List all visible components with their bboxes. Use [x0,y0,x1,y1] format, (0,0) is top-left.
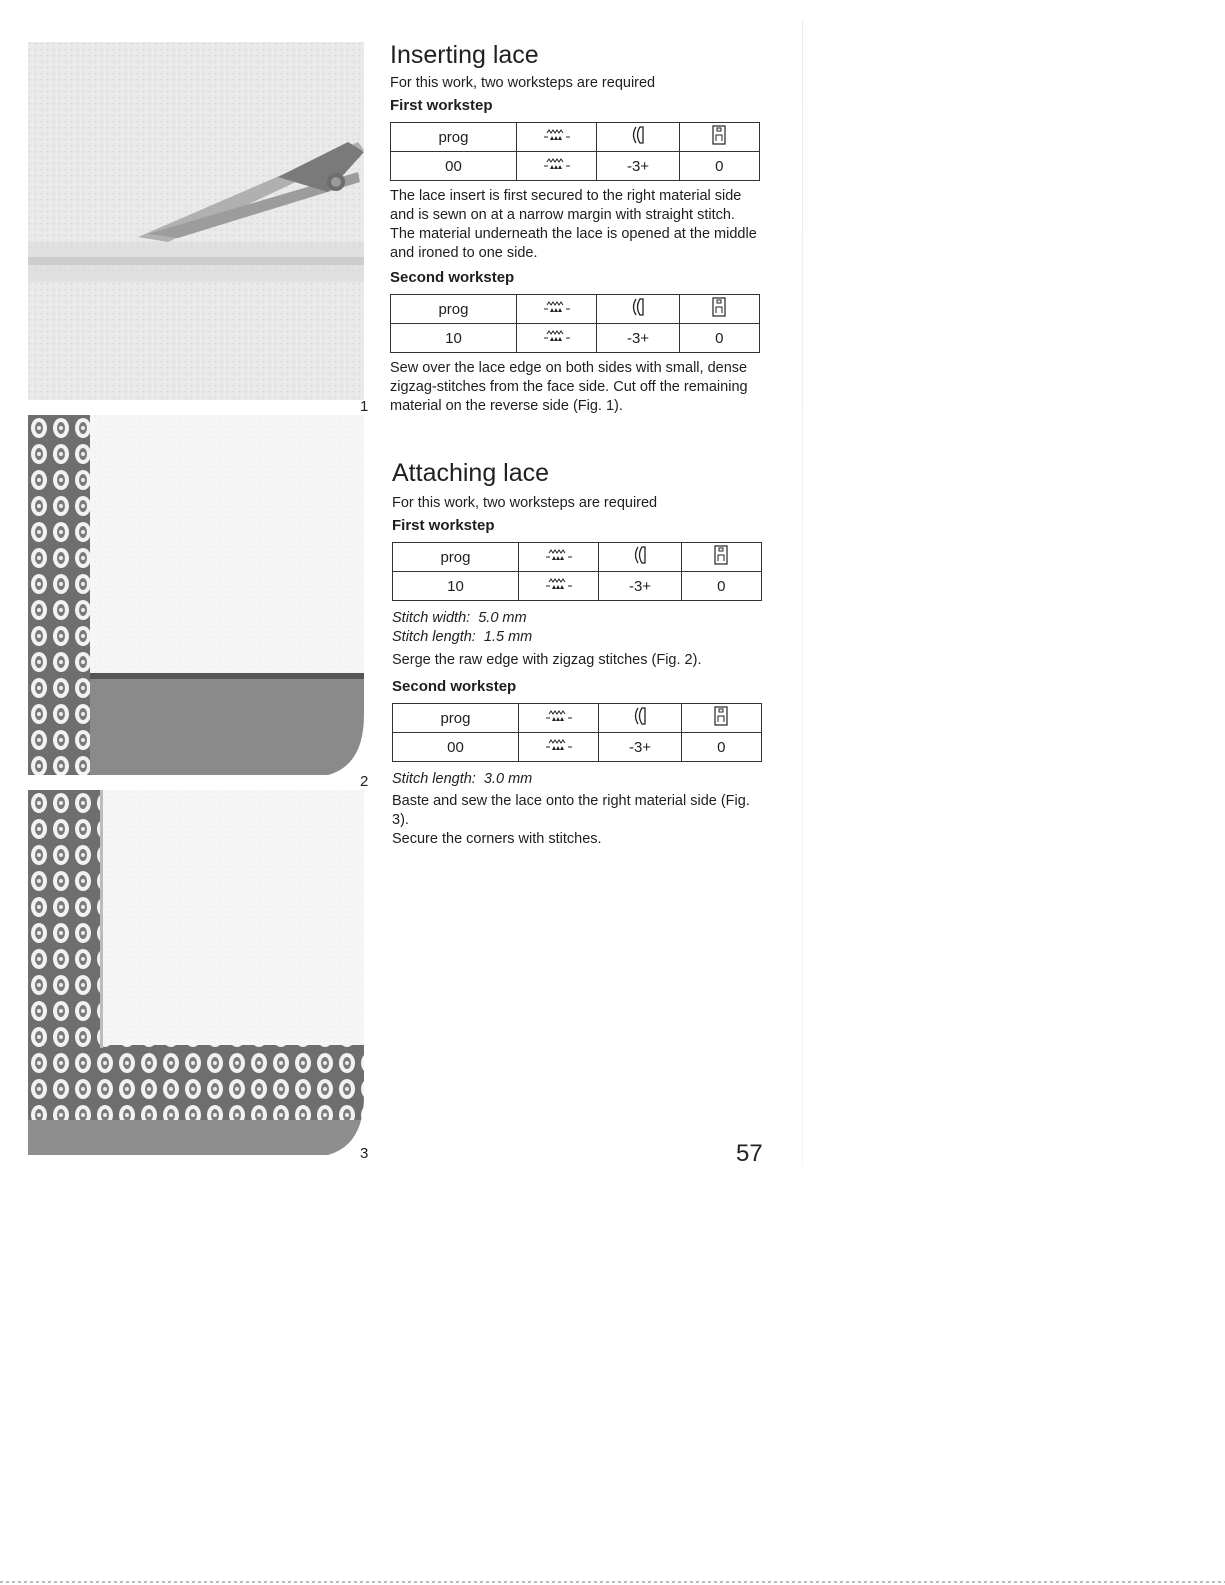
prog-label: prog [393,543,519,572]
presser-foot-icon [713,545,729,569]
body-text: The material underneath the lace is opened at the middle and ironed to one side. [390,226,757,261]
figure-3-lace-corner-photo [28,790,364,1155]
feed-dog-icon [544,329,570,347]
thread-tension-icon [630,125,646,149]
workstep-heading: First workstep [392,517,495,534]
presser-foot-icon [713,706,729,730]
body-text: Secure the corners with stitches. [392,831,602,847]
feed-dog-icon [546,738,572,756]
section-title: Inserting lace [390,41,539,69]
prog-value: 00 [393,733,519,762]
workstep-heading: First workstep [390,97,493,114]
tension-value: -3+ [597,324,679,353]
tension-value: -3+ [599,572,681,601]
thread-tension-icon [632,706,648,730]
page-edge-line [802,20,803,1165]
foot-value: 0 [681,572,761,601]
stitch-settings-table [390,122,760,181]
section-attaching-lace [392,458,764,849]
stitch-settings-table [392,703,762,762]
foot-value: 0 [679,152,759,181]
feed-dog-icon [546,577,572,595]
stitch-width-setting: Stitch width: 5.0 mm [392,610,527,626]
figure-number-2: 2 [360,773,369,790]
body-text: The lace insert is first secured to the right material side and is sewn on at a narrow margin with straight stitch. [390,188,742,223]
figure-2-serged-edge-photo [28,415,364,775]
section-intro: For this work, two worksteps are required [390,75,656,91]
stitch-settings-table [392,542,762,601]
section-intro: For this work, two worksteps are required [392,495,658,511]
prog-label: prog [393,704,519,733]
body-text: Serge the raw edge with zigzag stitches (Fig. 2). [392,652,702,668]
feed-dog-icon [546,548,572,566]
prog-value: 10 [391,324,517,353]
feed-dog-icon [544,128,570,146]
workstep-heading: Second workstep [390,269,515,286]
feed-dog-icon [544,300,570,318]
section-title: Attaching lace [392,459,550,487]
stitch-settings-table [390,294,760,353]
presser-foot-icon [711,125,727,149]
feed-dog-icon [544,157,570,175]
prog-value: 00 [391,152,517,181]
feed-dog-icon [546,709,572,727]
scan-edge-dashes [0,1581,1225,1583]
stitch-length-setting: Stitch length: 1.5 mm [392,629,533,645]
prog-value: 10 [393,572,519,601]
figure-1-scissors-photo [28,42,364,400]
tension-value: -3+ [599,733,681,762]
thread-tension-icon [632,545,648,569]
thread-tension-icon [630,297,646,321]
foot-value: 0 [679,324,759,353]
figure-number-3: 3 [360,1145,369,1162]
body-text: Sew over the lace edge on both sides with small, dense zigzag-stitches from the face side. Cut off the remaining material on the reverse side (Fig. 1). [390,360,748,414]
tension-value: -3+ [597,152,679,181]
presser-foot-icon [711,297,727,321]
page-number: 57 [736,1140,763,1167]
section-inserting-lace [390,40,762,416]
prog-label: prog [391,123,517,152]
prog-label: prog [391,295,517,324]
body-text: Baste and sew the lace onto the right material side (Fig. 3). [392,793,750,828]
workstep-heading: Second workstep [392,678,517,695]
stitch-length-setting: Stitch length: 3.0 mm [392,771,533,787]
foot-value: 0 [681,733,761,762]
figure-number-1: 1 [360,398,369,415]
